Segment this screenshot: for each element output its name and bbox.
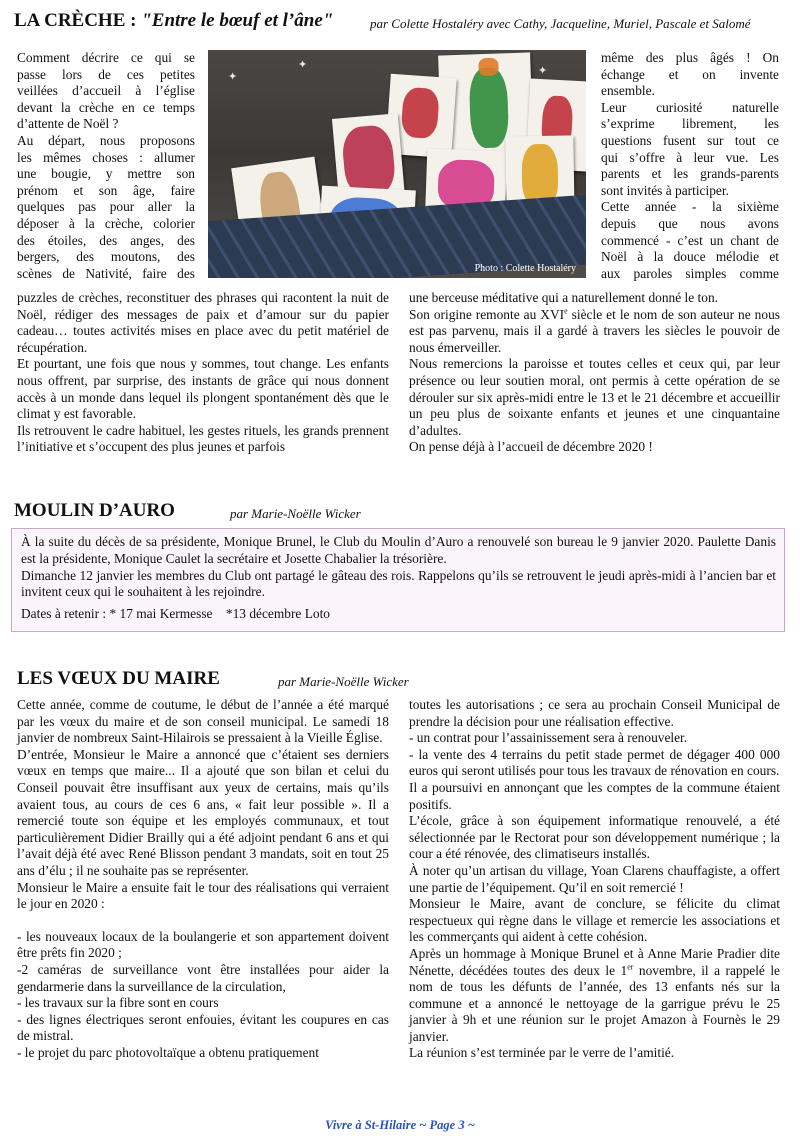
voeux-left-list	[17, 929, 389, 1062]
creche-title: LA CRÈCHE :	[14, 10, 142, 31]
moulin-paragraph-1: À la suite du décès de sa présidente, Monique Brunel, le Club du Moulin d’Auro a renouvelé son bureau le 9 janvier 2020. Paulette Danis est la présidente, Monique Caulet la secrétaire et Josette Chabalier la trésorière.	[21, 534, 776, 566]
creche-right-line: Noël à la douce mélodie et	[601, 249, 779, 265]
voeux-right-paragraph-6: À noter qu’un artisan du village, Yoan Clarens chauffagiste, a offert une partie de l’équipement. Qu’il en soit remercié !	[409, 862, 780, 895]
creche-left-continued	[17, 290, 389, 456]
creche-left-line: quelques pas pour aller la	[17, 199, 195, 215]
creche-left-line: passe lors de ces petites	[17, 66, 195, 82]
creche-left-line: les mêmes choses : allumer	[17, 149, 195, 165]
voeux-right-paragraph-9: La réunion s’est terminée par le verre de l’amitié.	[409, 1045, 675, 1061]
voeux-right-paragraph-4: Il a poursuivi en annonçant que les comptes de la commune étaient positifs.	[409, 779, 780, 812]
creche-byline: par Colette Hostaléry avec Cathy, Jacqueline, Muriel, Pascale et Salomé	[370, 16, 751, 31]
creche-left-column	[17, 50, 195, 282]
creche-left-line: une bougie, y mettre son	[17, 166, 195, 182]
creche-subtitle: "Entre le bœuf et l’âne"	[141, 10, 334, 31]
creche-right-line: parents et les grands-parents	[601, 166, 779, 182]
creche-left-line: prénom et son âge, faire	[17, 182, 195, 198]
creche-right-line: Cette année - la sixième	[601, 199, 779, 215]
creche-right-paragraph-4: On pense déjà à l’accueil de décembre 2020 !	[409, 439, 653, 455]
creche-right-line: aux paroles simples comme	[601, 265, 779, 281]
creche-right-continued	[409, 290, 780, 456]
voeux-list-item: - les nouveaux locaux de la boulangerie et son appartement doivent être prêts fin 2020 ;	[17, 928, 389, 961]
creche-right-column	[601, 50, 779, 282]
creche-left-line: Comment décrire ce qui se	[17, 50, 195, 65]
voeux-left-paragraph-2: D’entrée, Monsieur le Maire a annoncé que c’étaient ses derniers vœux en temps que maire... Il a ajouté que son bilan et celui du Conseil pouvait être insuffisant aux yeux de certains, mais qu’ils avaient tous, au cours de ces 6 ans, « fait leur possible ». Il a remercié toute son équipe et les employés communaux, et tout particulièrement Didier Brailly qui a été adjoint pendant 6 ans et qui l’avait déjà été avec René Blisson pendant 3 mandats, soit en tout 25 ans d’élu ; il ne souhaite pas se représenter.	[17, 746, 389, 878]
moulin-title: MOULIN D’AURO	[14, 500, 175, 521]
voeux-right-column	[409, 697, 780, 1062]
creche-right-line: ensemble.	[601, 83, 655, 99]
voeux-title: LES VŒUX DU MAIRE	[17, 668, 220, 689]
page-footer: Vivre à St-Hilaire ~ Page 3 ~	[325, 1118, 475, 1132]
moulin-paragraph-2: Dimanche 12 janvier les membres du Club ont partagé le gâteau des rois. Rappelons qu’ils se retrouvent le jeudi après-midi à l’ancien bar et invitent ceux qui le souhaitent à les rejoindre.	[21, 567, 776, 600]
creche-photo: ✦ ✦ ✦ Photo : Colette Hostaléry	[208, 50, 586, 278]
creche-left-paragraph-3: Ils retrouvent le cadre habituel, les gestes rituels, les grands prennent l’initiative et s’occupent des plus jeunes et parfois	[17, 422, 389, 455]
creche-right-line: qui s’offre à leur vue. Les	[601, 149, 779, 165]
voeux-list-item: - des lignes électriques seront enfouies, évitant les coupures en cas de mistral.	[17, 1011, 389, 1044]
creche-right-paragraph-3: Nous remercions la paroisse et toutes celles et ceux qui, par leur présence ou leur soutien moral, ont permis à cette opération de se dérouler sur six après-midi entre le 13 et le 21 décembre et accueillir un peu plus de soixante enfants et jeunes et une cinquantaine d’adultes.	[409, 356, 780, 438]
voeux-left-paragraph-1: Cette année, comme de coutume, le début de l’année a été marqué par les vœux du maire et de son conseil municipal. Le samedi 18 janvier de nombreux Saint-Hilairois se pressaient à la Vieille Église.	[17, 697, 389, 746]
creche-left-line: Au départ, nous proposons	[17, 132, 195, 148]
voeux-right-paragraph-2: - un contrat pour l’assainissement sera à renouveler.	[409, 730, 688, 746]
creche-left-line: scènes de Nativité, faire des	[17, 265, 195, 281]
voeux-right-paragraph-8: Après un hommage à Monique Brunel et à Anne Marie Pradier dite Nénette, décédées toutes des deux le 1er novembre, il a rappelé le nom de tous les défunts de l’année, des 13 enfants nés sur la commune et a annoncé le nettoyage de la garrigue prévu le 25 janvier à 9h et une réunion sur le projet Amazon à Fournès le 29 janvier.	[409, 945, 780, 1044]
creche-left-line: bergers, des moutons, des	[17, 249, 195, 265]
creche-right-line: questions fusent sur tout ce	[601, 132, 779, 148]
creche-right-line: échange et on invente	[601, 66, 779, 82]
creche-right-line: commencé - c’est un chant de	[601, 232, 779, 248]
voeux-right-paragraph-5: L’école, grâce à son équipement informatique renouvelé, a été sélectionnée par le Rectorat pour son développement numérique ; la cour a été rénovée, des climatiseurs installés.	[409, 813, 780, 862]
creche-left-line: veillées d’accueil à l’église	[17, 83, 195, 99]
creche-right-line: sont invités à participer.	[601, 182, 729, 198]
voeux-list-item: - le projet du parc photovoltaïque a obtenu pratiquement	[17, 1044, 319, 1060]
creche-left-line: devant la crèche en ce temps	[17, 99, 195, 115]
moulin-dates: Dates à retenir : * 17 mai Kermesse *13 décembre Loto	[21, 606, 330, 622]
voeux-byline: par Marie-Noëlle Wicker	[278, 674, 409, 689]
creche-right-line: même des plus âgés ! On	[601, 50, 779, 65]
creche-right-line: s’exprime librement, les	[601, 116, 779, 132]
voeux-left-paragraph-3: Monsieur le Maire a ensuite fait le tour des réalisations qui verraient le jour en 2020 :	[17, 879, 389, 912]
voeux-right-paragraph-3: - la vente des 4 terrains du petit stade permet de dégager 400 000 euros qui seront utilisés pour tous les travaux de rénovation en cours.	[409, 746, 780, 779]
creche-left-paragraph-2: Et pourtant, une fois que nous y sommes, tout change. Les enfants nous offrent, par surprise, des instants de grâce qui nous donnent accès à un monde dans lequel ils plongent spontanément dès que le climat y est favorable.	[17, 356, 389, 422]
voeux-left-column	[17, 697, 389, 1061]
creche-left-line: des étoiles, des anges, des	[17, 232, 195, 248]
creche-right-line: depuis que nous avons	[601, 215, 779, 231]
photo-credit: Photo : Colette Hostaléry	[474, 263, 576, 274]
voeux-right-paragraph-7: Monsieur le Maire, avant de conclure, se félicite du climat respectueux qui règne dans le village et remercie les associations et les commerçants qui aident à cette cohésion.	[409, 896, 780, 945]
voeux-list-item: - les travaux sur la fibre sont en cours	[17, 995, 219, 1011]
voeux-list-item: -2 caméras de surveillance vont être installées pour aider la gendarmerie dans la surveillance de la circulation,	[17, 961, 389, 994]
moulin-byline: par Marie-Noëlle Wicker	[230, 506, 361, 521]
creche-right-bottom: une berceuse méditative qui a naturellement donné le ton.	[409, 290, 718, 305]
creche-left-line: déposer à la crèche, colorier	[17, 215, 195, 231]
creche-header	[14, 10, 333, 32]
creche-left-line: d’attente de Noël ?	[17, 116, 119, 132]
creche-left-bottom: puzzles de crèches, reconstituer des phrases qui racontent la nuit de Noël, rédiger des messages de paix et d’amour sur du papier cadeau… toutes activités mises en place avec du petit matériel de récupération.	[17, 290, 389, 355]
creche-right-paragraph-2: Son origine remonte au XVIe siècle et le nom de son auteur ne nous est pas parvenu, mais il a gardé à travers les siècles le pouvoir de nous émerveiller.	[409, 306, 780, 355]
creche-right-line: Leur curiosité naturelle	[601, 99, 779, 115]
voeux-right-paragraph-1: toutes les autorisations ; ce sera au prochain Conseil Municipal de prendre la décision pour une réalisation effective.	[409, 697, 780, 729]
moulin-box	[11, 528, 785, 632]
